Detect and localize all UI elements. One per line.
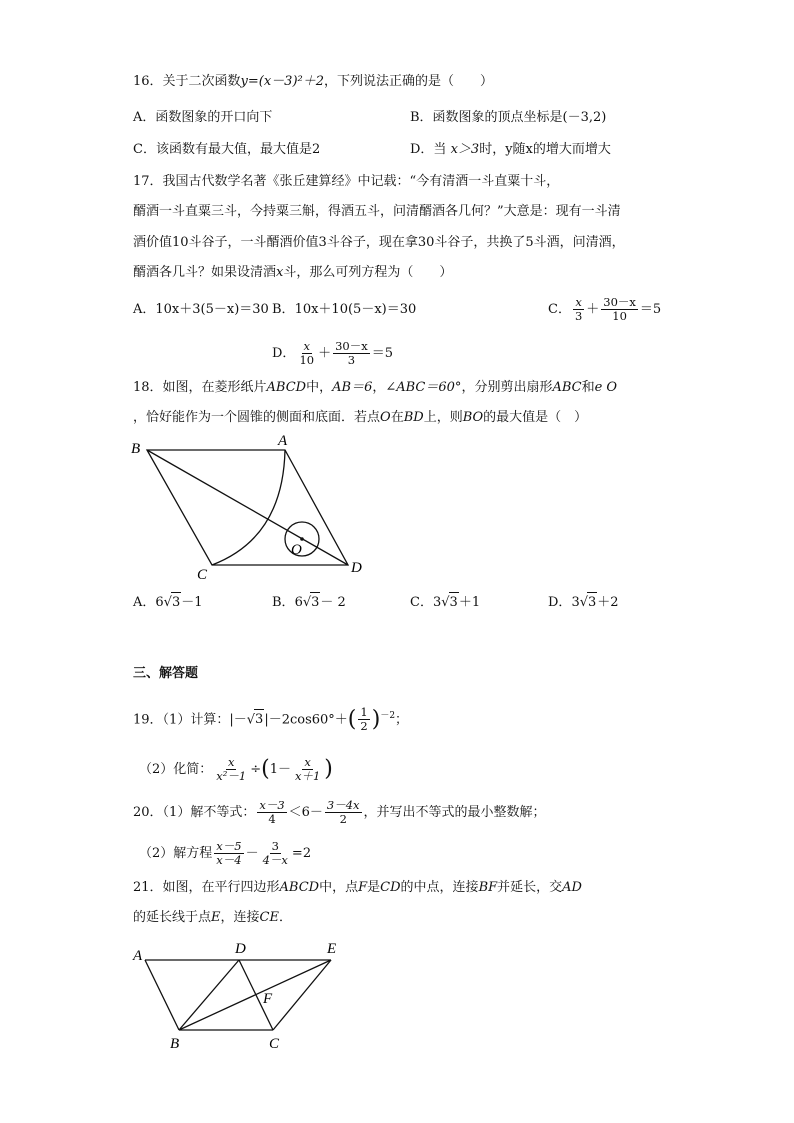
q17-option-d: D． $\frac{x}{10}$ ＋ $\frac{30-x}{3}$ ＝5 — [272, 339, 393, 367]
label-c: C — [197, 567, 208, 583]
q21-parallelogram-figure — [125, 938, 355, 1056]
label-a: A — [133, 948, 143, 964]
q18-option-d: D．3√3＋2 — [548, 592, 619, 613]
q16-option-b: B．函数图象的顶点坐标是(－3,2) — [410, 110, 607, 125]
segment-bd — [179, 960, 239, 1030]
label-a: A — [278, 433, 288, 449]
label-f: F — [263, 991, 273, 1007]
q21-line2: 的延长线于点E，连接CE． — [133, 910, 292, 925]
q16-option-c: C．该函数有最大值，最大值是2 — [133, 142, 321, 157]
label-d: D — [235, 941, 246, 957]
q18-rhombus-figure — [125, 428, 375, 583]
q17-option-b: B．10x＋10(5－x)＝30 — [272, 302, 417, 317]
diagonal-bd — [147, 450, 348, 565]
label-d: D — [351, 560, 362, 576]
q16-option-d: D．当 x＞3时，y随x的增大而增大 — [410, 142, 611, 157]
q20-part1: 20．（1）解不等式： $\frac{x-3}{4}$ ＜6－ $\frac{3-4x}{2}$ ，并写出不等式的最小整数解； — [133, 798, 546, 826]
q17-option-c: C． $\frac{x}{3}$ ＋ $\frac{30-x}{10}$ ＝5 — [548, 295, 662, 323]
q18-option-a: A．6√3－1 — [133, 592, 203, 613]
q17-line2: 醑酒一斗直粟三斗，今持粟三斛，得酒五斗，问清醑酒各几何？”大意是：现有一斗清 — [133, 204, 621, 219]
segment-ce — [273, 960, 331, 1030]
q21-line1: 21．如图，在平行四边形ABCD中，点F是CD的中点，连接BF并延长，交AD — [133, 880, 582, 895]
label-e: E — [327, 941, 337, 957]
q18-option-b: B．6√3－ 2 — [272, 592, 346, 613]
q19-part1: 19．（1）计算：|－√3|－2cos60°＋( $\frac{1}{2}$ )$^{-2}$； — [133, 705, 409, 734]
section-heading: 三、解答题 — [133, 666, 199, 681]
q17-option-a: A．10x＋3(5－x)＝30 — [133, 302, 269, 317]
q17-line3: 酒价值10斗谷子，一斗醑酒价值3斗谷子，现在拿30斗谷子，共换了5斗酒，问清酒， — [133, 235, 625, 250]
label-c: C — [269, 1036, 280, 1052]
q16-formula: y=(x－3)²＋2 — [240, 74, 325, 89]
q16-stem: 16．关于二次函数y=(x－3)²＋2，下列说法正确的是（ ） — [133, 74, 494, 89]
q18-option-c: C．3√3＋1 — [410, 592, 480, 613]
label-b: B — [170, 1036, 180, 1052]
label-b: B — [131, 441, 141, 457]
q19-part2: （2）化简： $\frac{x}{\text{x²－1}}$ ÷(1－ $\frac{x}{x+1}$ ) — [139, 755, 333, 783]
q17-line4: 醑酒各几斗？如果设清酒x斗，那么可列方程为（ ） — [133, 265, 453, 280]
segment-be — [179, 960, 331, 1030]
q18-line2: ，恰好能作为一个圆锥的侧面和底面．若点O在BD上，则BO的最大值是（ ） — [133, 410, 588, 425]
q16-option-a: A．函数图象的开口向下 — [133, 110, 273, 125]
q20-part2: （2）解方程 $\frac{x-5}{x-4}$ － $\frac{3}{4-x}$ =2 — [139, 839, 312, 867]
label-o: O — [291, 542, 302, 558]
side-ab — [145, 960, 179, 1030]
q17-line1: 17．我国古代数学名著《张丘建算经》中记载：“今有清酒一斗直粟十斗， — [133, 174, 560, 189]
q18-line1: 18．如图，在菱形纸片ABCD中，AB＝6，∠ABC＝60°，分别剪出扇形ABC和e O — [133, 380, 618, 395]
